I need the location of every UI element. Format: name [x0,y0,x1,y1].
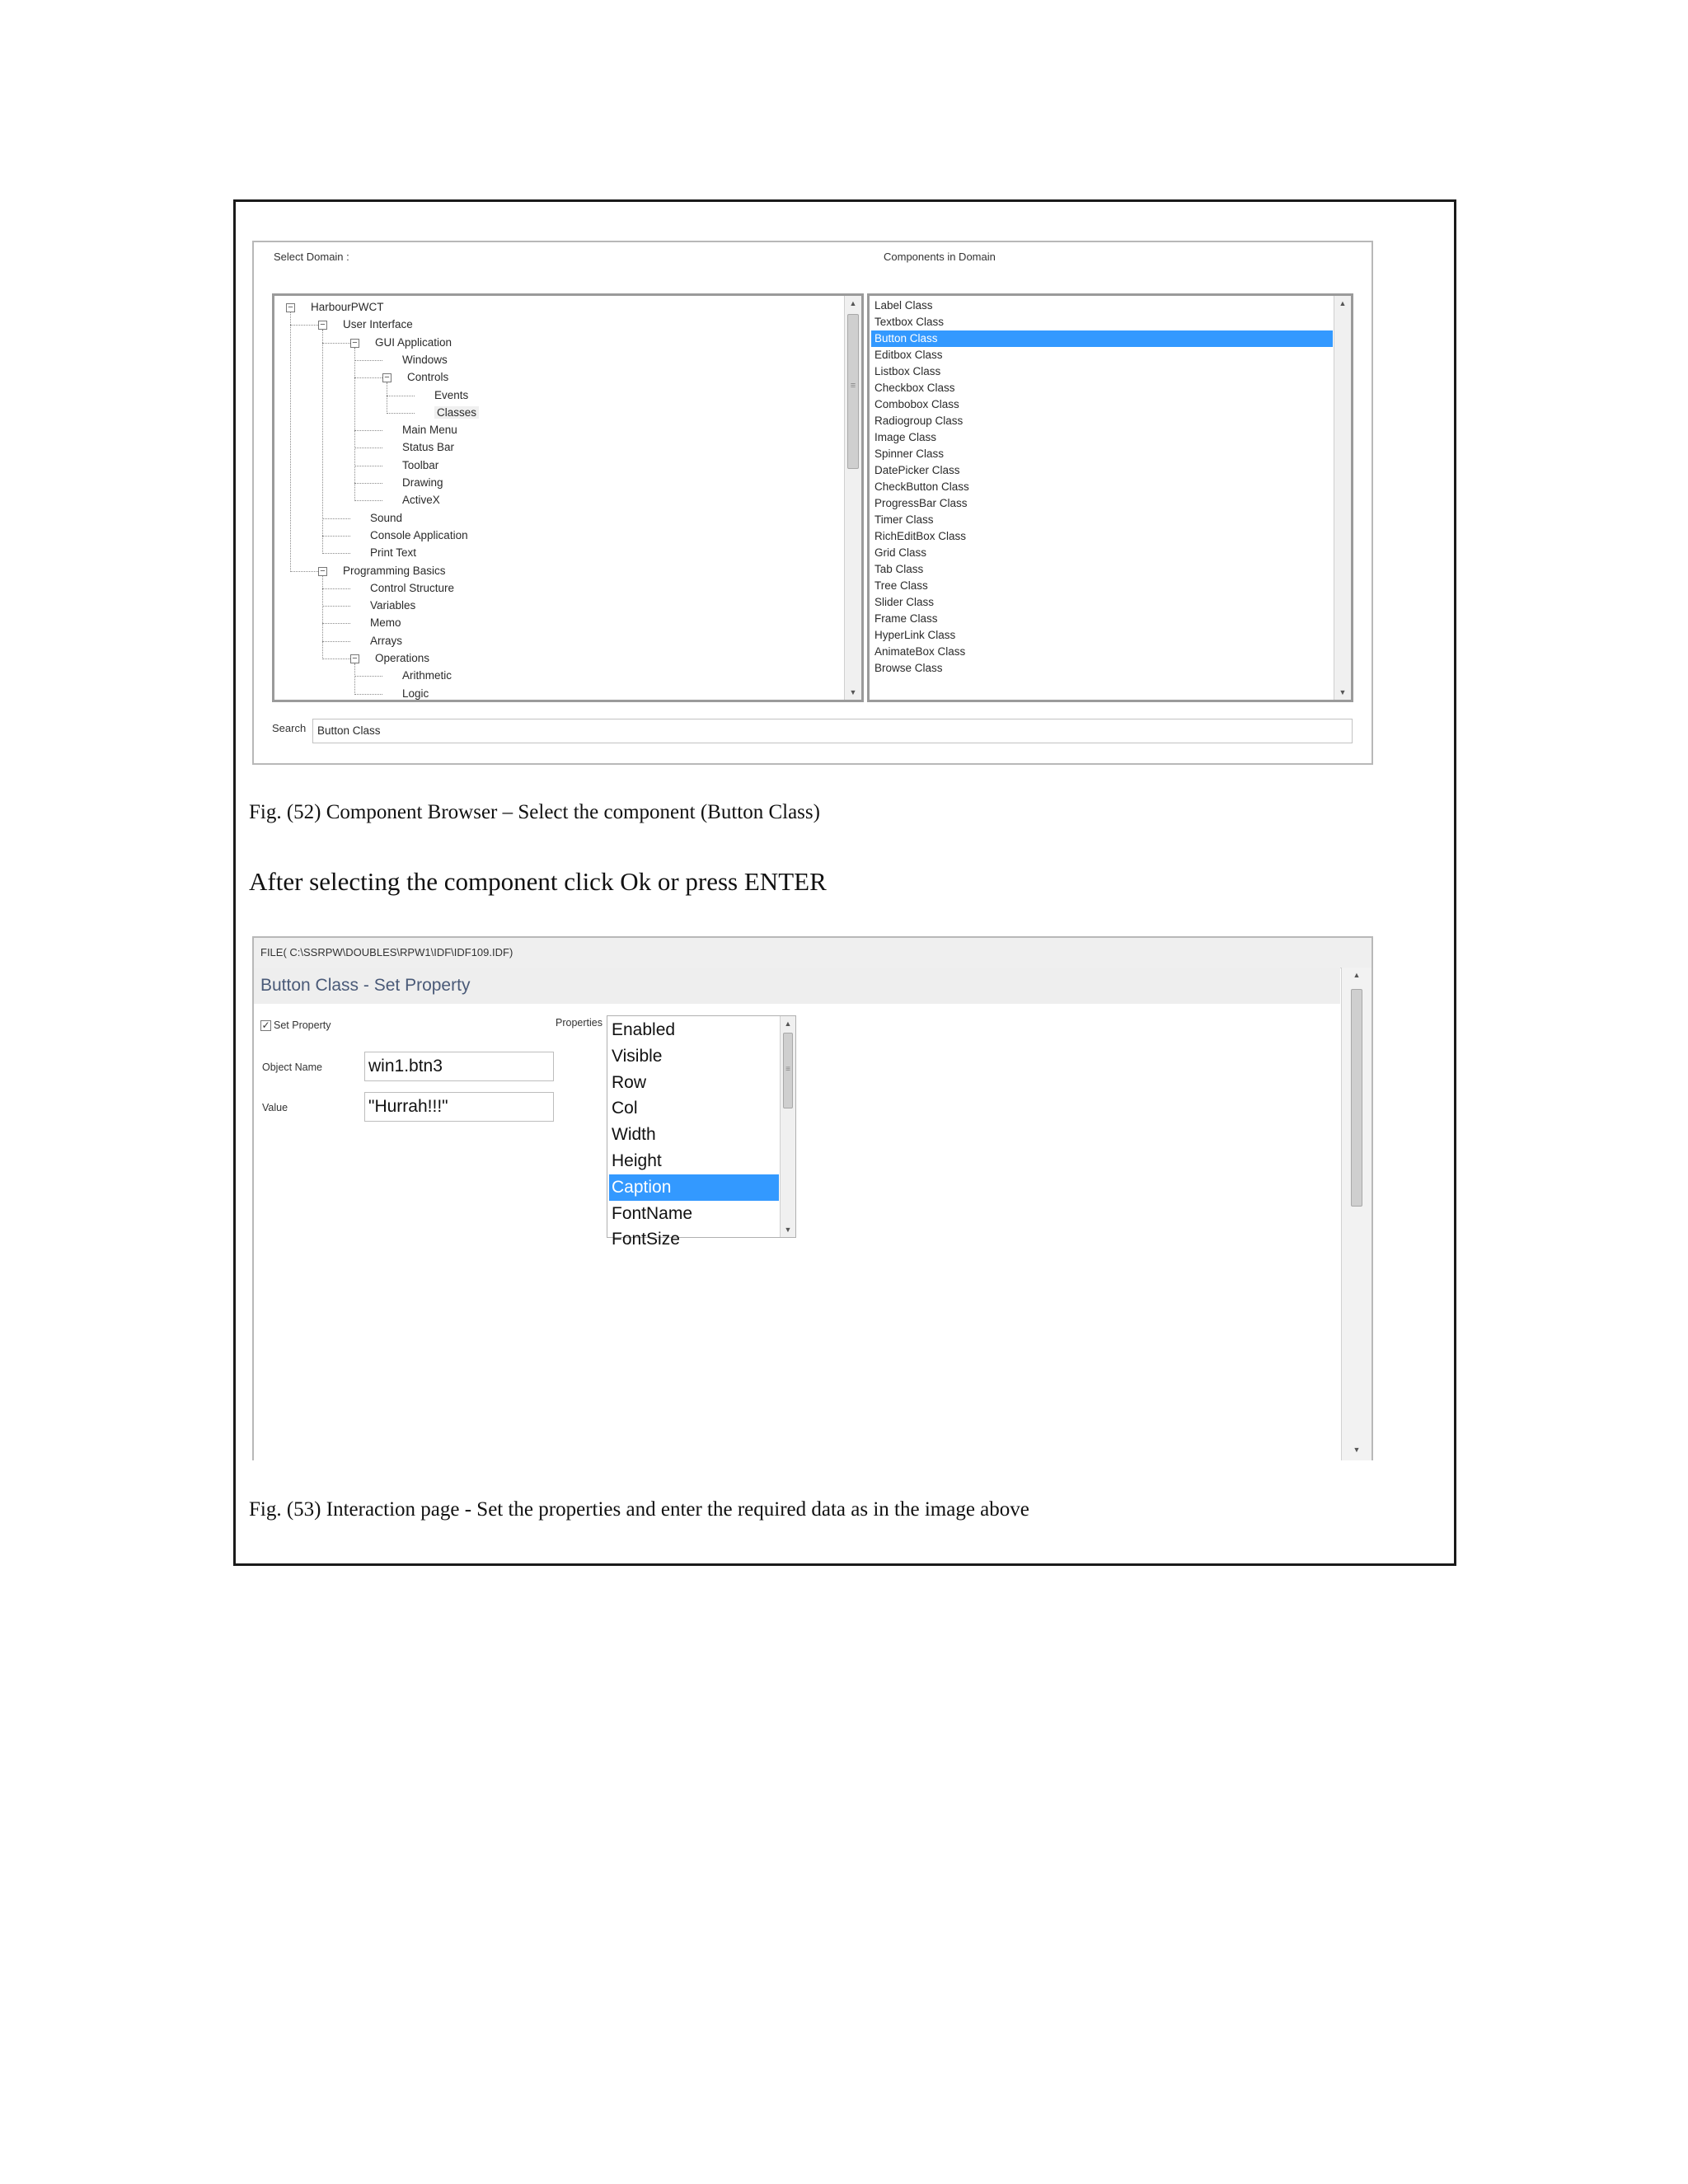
tree-connector [354,500,382,501]
scroll-down-icon[interactable]: ▼ [849,688,857,696]
tree-connector [322,536,350,537]
object-name-label: Object Name [262,1062,322,1073]
tree-item[interactable]: ActiveX [402,494,440,507]
file-path-bar: FILE( C:\SSRPW\DOUBLES\RPW1\IDF\IDF109.IDF) [254,938,1372,968]
component-list-item[interactable]: Editbox Class [874,349,943,361]
component-list-item[interactable]: AnimateBox Class [874,645,966,658]
component-list-item[interactable]: Label Class [874,299,933,312]
components-scrollbar[interactable] [1334,296,1351,700]
component-list-item[interactable]: RichEditBox Class [874,530,967,542]
search-label: Search [272,722,307,734]
tree-item[interactable]: Status Bar [402,441,455,454]
tree-item[interactable]: Print Text [370,546,417,560]
collapse-icon[interactable]: − [382,373,392,382]
object-name-field[interactable]: win1.btn3 [364,1052,554,1081]
collapse-icon[interactable]: − [350,654,359,663]
tree-item[interactable]: Logic [402,687,429,700]
component-list-item[interactable]: Browse Class [874,662,943,674]
grip-icon: ≡ [850,381,856,391]
component-list-item[interactable]: CheckButton Class [874,480,969,493]
tree-connector [387,413,415,414]
tree-connector [322,518,350,519]
tree-item[interactable]: Classes [434,406,479,419]
tree-item[interactable]: User Interface [343,318,413,331]
component-list-item[interactable]: Button Class [871,330,1333,347]
figure-53-caption: Fig. (53) Interaction page - Set the properties and enter the required data as in the image above [249,1498,1029,1521]
tree-connector [322,330,323,554]
component-list-item[interactable]: Textbox Class [874,316,945,328]
set-property-figure [252,936,1373,1460]
component-list-item[interactable]: Checkbox Class [874,382,955,394]
property-list-item[interactable]: Row [612,1072,647,1092]
tree-connector [354,360,382,361]
tree-connector [354,483,382,484]
scroll-up-icon[interactable]: ▲ [1353,971,1361,979]
scroll-down-icon[interactable]: ▼ [784,1226,792,1234]
component-list-item[interactable]: Combobox Class [874,398,959,410]
properties-scrollbar[interactable] [780,1016,795,1237]
property-list-item[interactable]: Enabled [612,1020,676,1039]
property-list-item[interactable]: Col [612,1099,638,1118]
scroll-up-icon[interactable]: ▲ [784,1019,792,1028]
tree-item[interactable]: Drawing [402,476,443,489]
domain-tree[interactable] [272,293,864,702]
component-list-item[interactable]: ProgressBar Class [874,497,968,509]
component-list-item[interactable]: Timer Class [874,513,934,526]
collapse-icon[interactable]: − [350,339,359,348]
component-list-item[interactable]: HyperLink Class [874,629,956,641]
scroll-down-icon[interactable]: ▼ [1353,1446,1361,1454]
tree-connector [322,623,350,624]
tree-item[interactable]: Controls [407,371,449,384]
tree-connector [354,430,382,431]
tree-connector [322,588,350,589]
tree-item[interactable]: Operations [375,652,430,664]
tree-item[interactable]: Events [434,388,469,401]
scroll-up-icon[interactable]: ▲ [1339,299,1347,307]
tree-connector [290,571,318,572]
property-list-item[interactable]: FontName [612,1203,693,1223]
page-title: Button Class - Set Property [254,968,1340,1004]
tree-connector [354,694,382,695]
collapse-icon[interactable]: − [318,321,327,330]
set-property-label: Set Property [274,1019,331,1031]
tree-item[interactable]: Programming Basics [343,564,446,577]
components-in-domain-label: Components in Domain [884,251,996,263]
tree-item[interactable]: Windows [402,353,448,366]
component-list-item[interactable]: Grid Class [874,546,927,559]
components-list[interactable] [867,293,1353,702]
tree-item[interactable]: Console Application [370,528,468,541]
tree-connector [354,676,382,677]
property-list-item[interactable]: Visible [612,1046,663,1066]
component-list-item[interactable]: Slider Class [874,596,935,608]
component-list-item[interactable]: Tree Class [874,579,928,592]
tree-connector [322,553,350,554]
select-domain-label: Select Domain : [274,251,349,263]
component-list-item[interactable]: Spinner Class [874,448,945,460]
collapse-icon[interactable]: − [286,303,295,312]
collapse-icon[interactable]: − [318,567,327,576]
scroll-down-icon[interactable]: ▼ [1339,688,1347,696]
tree-connector [322,343,350,344]
property-list-item[interactable]: Width [612,1125,656,1145]
scroll-thumb[interactable] [1351,989,1362,1207]
tree-item[interactable]: Memo [370,616,401,630]
tree-item[interactable]: Sound [370,511,403,524]
property-list-item[interactable]: Caption [609,1174,779,1201]
tree-connector [290,325,318,326]
tree-connector [322,658,350,659]
tree-connector [354,663,355,695]
search-input[interactable]: Button Class [312,719,1353,743]
tree-item[interactable]: Toolbar [402,458,439,471]
tree-item[interactable]: Arrays [370,634,403,647]
tree-connector [322,641,350,642]
component-list-item[interactable]: Listbox Class [874,365,941,377]
grip-icon: ≡ [785,1065,790,1074]
tree-item[interactable]: GUI Application [375,335,452,349]
value-field[interactable]: "Hurrah!!!" [364,1092,554,1122]
figure-52-caption: Fig. (52) Component Browser – Select the component (Button Class) [249,801,820,823]
properties-list[interactable] [607,1015,796,1249]
page-scrollbar[interactable] [1341,968,1372,1460]
tree-connector [322,606,350,607]
value-label: Value [262,1102,288,1113]
tree-scrollbar[interactable] [844,296,861,700]
tree-item[interactable]: Main Menu [402,424,457,437]
tree-item[interactable]: Arithmetic [402,669,452,682]
tree-item[interactable]: HarbourPWCT [311,301,384,313]
property-list-item[interactable]: Height [612,1151,662,1170]
component-list-item[interactable]: Image Class [874,431,937,443]
tree-connector [354,377,382,378]
set-property-checkbox[interactable]: ✓ [261,1019,270,1031]
component-list-item[interactable]: Radiogroup Class [874,415,964,427]
tree-item[interactable]: Variables [370,599,416,612]
component-list-item[interactable]: Tab Class [874,563,924,575]
component-list-item[interactable]: Frame Class [874,612,938,625]
instruction-text: After selecting the component click Ok or press ENTER [249,867,827,896]
properties-label: Properties [556,1017,603,1029]
tree-connector [354,348,355,502]
scroll-up-icon[interactable]: ▲ [849,299,857,307]
tree-item[interactable]: Control Structure [370,581,455,594]
component-list-item[interactable]: DatePicker Class [874,464,960,476]
tree-connector [290,312,291,572]
property-list-item[interactable]: FontSize [612,1230,680,1249]
tree-connector [322,576,323,660]
